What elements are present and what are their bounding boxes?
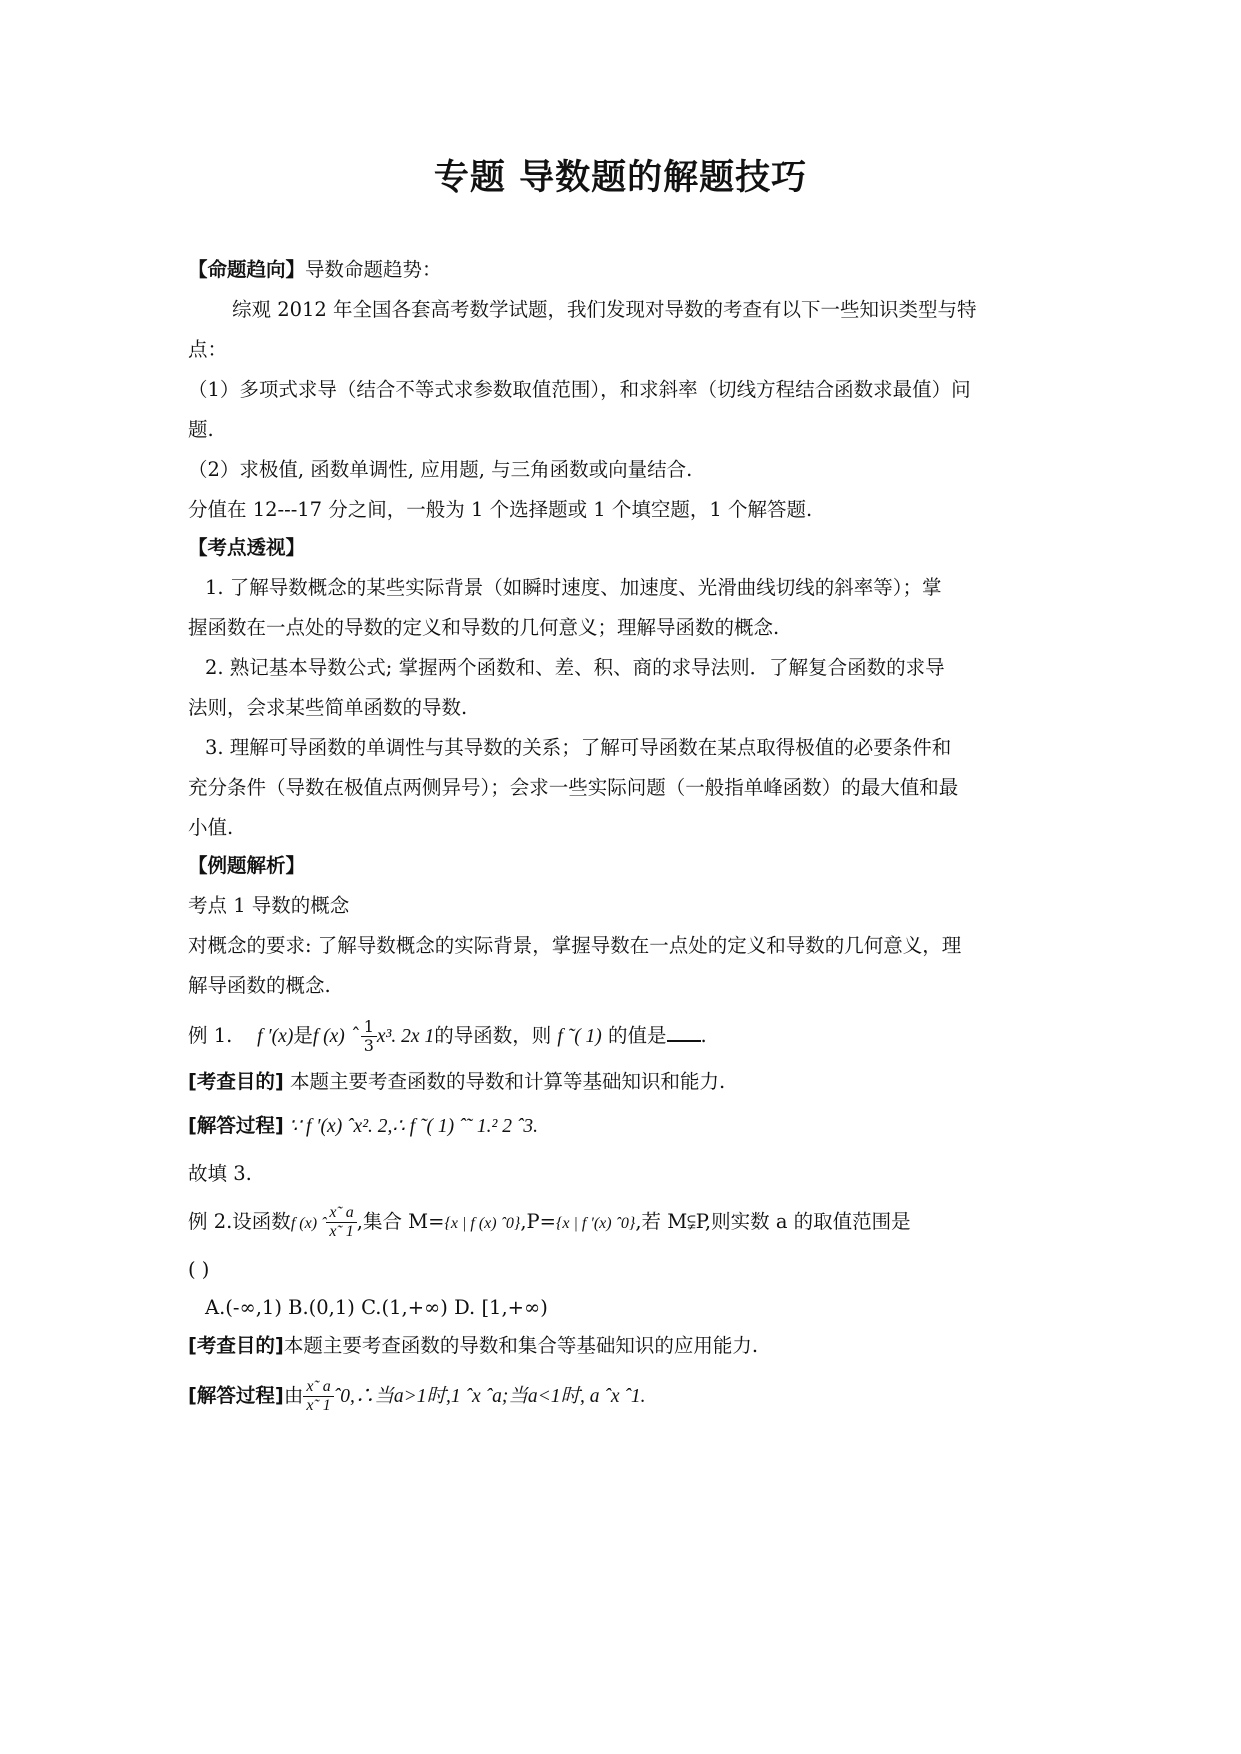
document-title: 专题 导数题的解题技巧 xyxy=(433,158,808,198)
example1-is: 是 xyxy=(293,1024,313,1047)
example2-fx: f (x) ˆ xyxy=(290,1215,327,1232)
example2-solution-label: [解答过程] xyxy=(188,1384,284,1407)
example1-goal-label: [考查目的] xyxy=(188,1070,284,1093)
example2-setP: ,P= xyxy=(520,1210,556,1233)
focus-p1b: 握函数在一点处的导数的定义和导数的几何意义；理解导函数的概念. xyxy=(188,616,780,639)
example2-setM: ,集合 M= xyxy=(356,1210,445,1233)
trend-item1a: （1）多项式求导（结合不等式求参数取值范围），和求斜率（切线方程结合函数求最值）问 xyxy=(188,378,971,401)
example2-sol-den: x˜ 1 xyxy=(306,1397,331,1414)
trend-item2: （2）求极值, 函数单调性, 应用题, 与三角函数或向量结合. xyxy=(188,458,693,481)
example2-goal-text: 本题主要考查函数的导数和集合等基础知识的应用能力. xyxy=(283,1334,759,1357)
focus-p3a: 3. 理解可导函数的单调性与其导数的关系；了解可导函数在某点取得极值的必要条件和 xyxy=(205,736,952,759)
focus-p3b: 充分条件（导数在极值点两侧异号）；会求一些实际问题（一般指单峰函数）的最大值和最 xyxy=(188,776,959,799)
example1-solution-text: ∵ f ′(x) ˆx². 2,∴ f ˜( 1) ˆ˜ 1.² 2 ˆ3. xyxy=(283,1116,538,1137)
focus-p1a: 1. 了解导数概念的某些实际背景（如瞬时速度、加速度、光滑曲线切线的斜率等）；掌 xyxy=(205,576,942,599)
example1-goal-text: 本题主要考查函数的导数和计算等基础知识和能力. xyxy=(283,1070,726,1093)
trend-item1b: 题. xyxy=(188,418,214,441)
trend-line xyxy=(188,256,1058,284)
example1-fprime2: f ˜( 1) xyxy=(557,1026,602,1047)
trend-para1a: 综观 2012 年全国各套高考数学试题，我们发现对导数的考查有以下一些知识类型与特 xyxy=(232,298,977,321)
focus-p2a: 2. 熟记基本导数公式; 掌握两个函数和、差、积、商的求导法则．了解复合函数的求导 xyxy=(205,656,945,679)
trend-score: 分值在 12---17 分之间，一般为 1 个选择题或 1 个填空题，1 个解答题. xyxy=(188,498,813,521)
example2-prefix: 例 2.设函数 xyxy=(188,1210,291,1233)
example2-goal-label: [考查目的] xyxy=(188,1334,284,1357)
example2-solution-post: ˆ0,∴当a>1时,1 ˆx ˆa;当a<1时, a ˆx ˆ1. xyxy=(333,1386,646,1407)
example1-mid: 的导函数，则 xyxy=(434,1024,552,1047)
example1-rest: x³. 2x 1 xyxy=(376,1026,435,1047)
requirement-a: 对概念的要求: 了解导数概念的实际背景，掌握导数在一点处的定义和导数的几何意义，理 xyxy=(188,934,962,957)
example1-line xyxy=(188,1018,1058,1055)
example2-tail: ,若 M⫋P,则实数 a 的取值范围是 xyxy=(635,1210,911,1233)
example2-options: A.(-∞,1) B.(0,1) C.(1,+∞) D. [1,+∞) xyxy=(205,1296,548,1319)
focus-p3c: 小值. xyxy=(188,816,234,839)
example2-solution-line xyxy=(188,1378,1058,1415)
focus-label: 【考点透视】 xyxy=(188,536,306,559)
example1-period: . xyxy=(700,1024,707,1047)
example2-setM-body: {x | f (x) ˆ0} xyxy=(444,1215,521,1232)
example2-goal-line xyxy=(188,1332,1058,1360)
example2-frac-den: x˜ 1 xyxy=(329,1223,354,1240)
example1-fprime: f ′(x) xyxy=(257,1026,294,1047)
example1-end: 的值是 xyxy=(608,1024,667,1047)
example2-solution-fraction xyxy=(303,1378,333,1415)
example2-solution-pre: 由 xyxy=(283,1384,304,1407)
example1-fill: 故填 3. xyxy=(188,1162,252,1185)
example1-fx: f (x) xyxy=(312,1026,345,1047)
example1-goal-line xyxy=(188,1068,1058,1096)
example1-solution-line xyxy=(188,1112,1058,1141)
example2-sol-num: x˜ a xyxy=(303,1378,333,1397)
example1-frac-den: 3 xyxy=(363,1036,374,1055)
answer-blank[interactable] xyxy=(667,1020,701,1042)
trend-text: 导数命题趋势： xyxy=(305,258,442,281)
trend-label: 【命题趋向】 xyxy=(188,258,306,281)
example2-setP-body: {x | f ′(x) ˆ0} xyxy=(555,1215,636,1232)
example2-line xyxy=(188,1204,1058,1241)
example1-solution-label: [解答过程] xyxy=(188,1114,284,1137)
trend-para1b: 点： xyxy=(188,338,228,361)
example2-paren: ( ) xyxy=(188,1258,210,1281)
example2-fraction xyxy=(326,1204,356,1241)
example1-frac-num: 1 xyxy=(361,1018,377,1037)
example2-frac-num: x˜ a xyxy=(326,1204,356,1223)
point1-heading: 考点 1 导数的概念 xyxy=(188,894,350,917)
examples-label: 【例题解析】 xyxy=(188,854,306,877)
example1-prefix: 例 1. xyxy=(188,1024,233,1047)
focus-p2b: 法则，会求某些简单函数的导数. xyxy=(188,696,468,719)
requirement-b: 解导函数的概念. xyxy=(188,974,331,997)
example1-fraction xyxy=(361,1018,377,1055)
example1-eq: ˆ xyxy=(350,1024,361,1047)
